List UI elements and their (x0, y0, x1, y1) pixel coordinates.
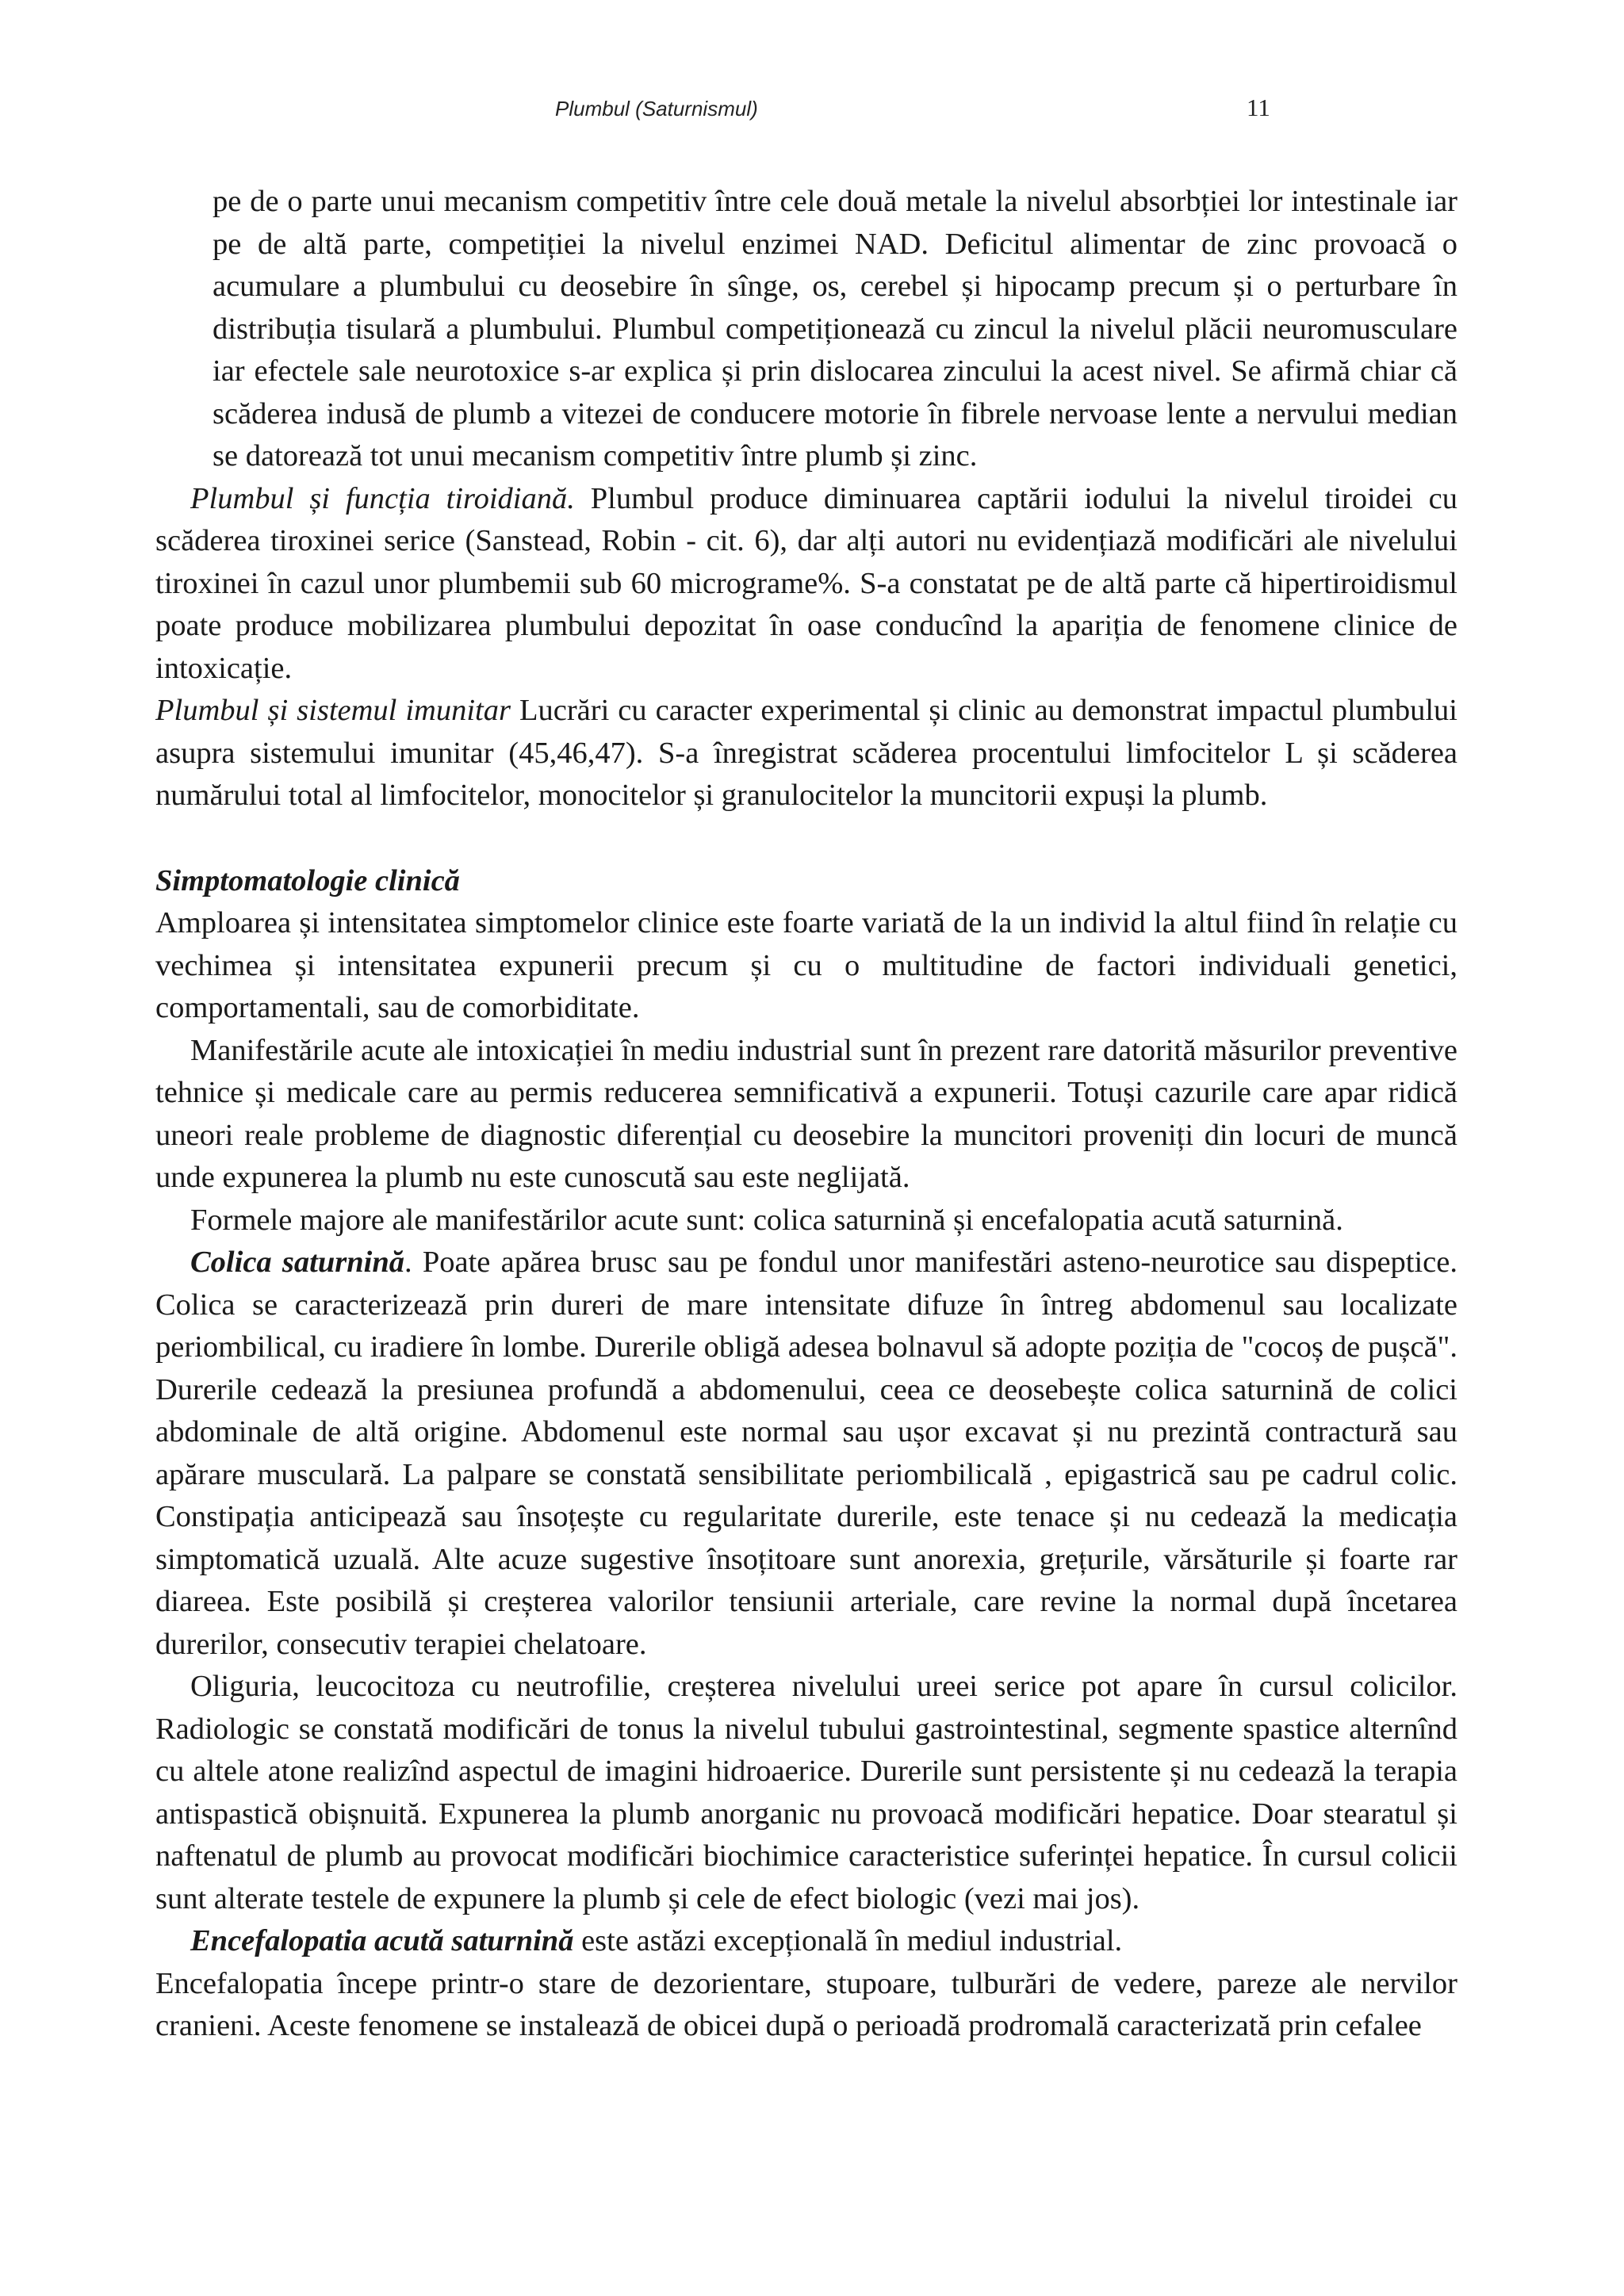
paragraph-oliguria: Oliguria, leucocitoza cu neutrofilie, creșterea nivelului ureei serice pot apare în cursul colicilor. Radiologic se constată modificări de tonus la nivelul tubului gastrointestinal, segmente spastice alternînd cu altele atone realizînd aspectul de imagini hidroaerice. Durerile sunt persistente și nu cedează la terapia antispastică obișnuită. Expunerea la plumb anorganic nu provoacă modificări hepatice. Doar stearatul și naftenatul de plumb au provocat modificări biochimice caracteristice suferinței hepatice. În cursul colicii sunt alterate testele de expunere la plumb și cele de efect biologic (vezi mai jos). (155, 1670, 1457, 1915)
thyroid-lead: Plumbul și funcția tiroidiană. (190, 481, 575, 515)
immune-text: Lucrări cu caracter experimental și clinic au demonstrat impactul plumbului asupra sistemului imunitar (45,46,47). S-a înregistrat scăderea procentului limfocitelor L și scăderea numărului total al limfocitelor, monocitelor și granulocitelor la muncitorii expuși la plumb. (155, 694, 1457, 812)
running-title: Plumbul (Saturnismul) (555, 97, 758, 121)
paragraph-clinical-intro: Amploarea și intensitatea simptomelor clinice este foarte variată de la un individ la altul fiind în relație cu vechimea și intensitatea expunerii precum și cu o multitudine de factori individuali genetici, comportamentali, sau de comorbiditate. (155, 906, 1457, 1024)
encephalopathy-lead: Encefalopatia acută saturnină (190, 1924, 574, 1957)
paragraph-acute-manifestations: Manifestările acute ale intoxicației în mediu industrial sunt în prezent rare datorită măsurilor preventive tehnice și medicale care au permis reducerea semnificativă a expunerii. Totuși cazurile care apar ridică uneori reale probleme de diagnostic diferențial cu deosebire la muncitori proveniți din locuri de muncă unde expunerea la plumb nu este cunoscută sau este neglijată. (155, 1033, 1457, 1194)
thyroid-text: Plumbul produce diminuarea captării iodului la nivelul tiroidei cu scăderea tiroxinei serice (Sanstead, Robin - cit. 6), dar alți autori nu evidențiază modificări ale nivelului tiroxinei în cazul unor plumbemii sub 60 micrograme%. S-a constatat pe de altă parte că hipertiroidismul poate produce mobilizarea plumbului depozitat în oase conducînd la apariția de fenomene clinice de intoxicație. (155, 481, 1457, 685)
paragraph-thyroid (155, 478, 1457, 691)
colic-text: . Poate apărea brusc sau pe fondul unor manifestări asteno-neurotice sau dispeptice. Colica se caracterizează prin dureri de mare intensitate difuze în întreg abdomenul sau localizate periombilical, cu iradiere în lombe. Durerile obligă adesea bolnavul să adopte poziția de "cocoș de pușcă". Durerile cedează la presiunea profundă a abdomenului, ceea ce deosebește colica saturnină de colici abdominale de altă origine. Abdomenul este normal sau ușor excavat și nu prezintă contractură sau apărare musculară. La palpare se constată sensibilitate periombilicală , epigastrică sau pe cadrul colic. Constipația anticipează sau însoțește cu regularitate durerile, este tenace și nu cedează la medicația simptomatică uzuală. Alte acuze sugestive însoțitoare sunt anorexia, grețurile, vărsăturile și foarte rar diareea. Este posibilă și creșterea valorilor tensiunii arteriale, care revine la normal după încetarea durerilor, consecutiv terapiei chelatoare. (155, 1246, 1457, 1661)
paragraph-immune-system (155, 690, 1457, 817)
encephalopathy-intro-text: este astăzi excepțională în mediul industrial. (573, 1924, 1123, 1957)
page-number: 11 (1247, 94, 1270, 121)
paragraph-saturnine-colic (155, 1242, 1457, 1666)
paragraph-major-forms: Formele majore ale manifestărilor acute sunt: colica saturnină și encefalopatia acută saturnină. (190, 1203, 1343, 1237)
immune-lead: Plumbul și sistemul imunitar (155, 694, 511, 727)
page-header (0, 94, 1624, 133)
paragraph-encephalopathy-intro (155, 1920, 1457, 1963)
section-heading: Simptomatologie clinică (155, 863, 460, 897)
page-body (155, 181, 1457, 2048)
paragraph-encephalopathy-details: Encefalopatia începe printr-o stare de dezorientare, stupoare, tulburări de vedere, pareze ale nervilor cranieni. Aceste fenomene se instalează de obicei după o perioadă prodromală caracterizată prin cefalee (155, 1966, 1457, 2042)
paragraph-zinc-competition: pe de o parte unui mecanism competitiv între cele două metale la nivelul absorbției lor intestinale iar pe de altă parte, competiției la nivelul enzimei NAD. Deficitul alimentar de zinc provoacă o acumulare a plumbului cu deosebire în sînge, os, cerebel și hipocamp precum și o perturbare în distribuția tisulară a plumbului. Plumbul competiționează cu zincul la nivelul plăcii neuromusculare iar efectele sale neurotoxice s-ar explica și prin dislocarea zincului la acest nivel. Se afirmă chiar că scăderea indusă de plumb a vitezei de conducere motorie în fibrele nervoase lente a nervului median se datorează tot unui mecanism competitiv între plumb și zinc. (213, 185, 1457, 473)
section-spacer (155, 817, 1457, 860)
colic-lead: Colica saturnină (190, 1246, 404, 1279)
